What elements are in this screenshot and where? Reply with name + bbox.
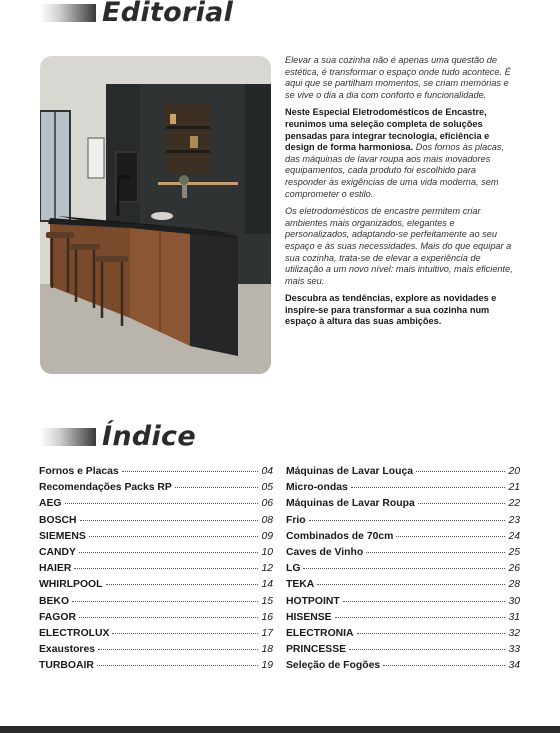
index-entry-leader xyxy=(112,633,258,634)
index-entry-page: 34 xyxy=(508,660,520,672)
index-entry-page: 20 xyxy=(508,466,520,477)
index-entry-leader xyxy=(303,568,505,569)
index-entry-leader xyxy=(351,487,506,488)
index-entry[interactable] xyxy=(39,596,273,612)
index-entry-name: ELECTRONIA xyxy=(286,627,354,639)
index-entry-leader xyxy=(349,649,505,650)
index-entry-leader xyxy=(89,536,259,537)
index-entry-leader xyxy=(357,633,506,634)
index-entry-name: LG xyxy=(286,563,301,575)
index-entry-page: 14 xyxy=(261,579,273,591)
index-entry-name: Recomendações Packs RP xyxy=(39,482,172,494)
index-entry[interactable] xyxy=(39,628,273,644)
index-entry-name: TEKA xyxy=(286,579,315,591)
index-entry-page: 15 xyxy=(261,595,273,607)
index-entry[interactable] xyxy=(39,482,273,498)
footer-bar xyxy=(0,726,560,733)
index-entry[interactable] xyxy=(286,515,520,531)
index-entry[interactable] xyxy=(286,482,520,498)
index-entry[interactable] xyxy=(286,644,520,660)
index-column-left xyxy=(39,466,273,676)
index-entry-page: 06 xyxy=(261,498,273,510)
index-entry-leader xyxy=(366,552,505,553)
index-entry-name: HISENSE xyxy=(286,611,332,623)
index-entry-name: ELECTROLUX xyxy=(39,627,110,639)
heading-gradient-bar xyxy=(40,4,96,22)
index-entry-leader xyxy=(317,584,505,585)
index-entry-page: 08 xyxy=(261,514,273,526)
index-entry-page: 21 xyxy=(508,482,520,494)
index-entry-page: 04 xyxy=(261,466,273,477)
index-entry-leader xyxy=(98,649,258,650)
index-title: Índice xyxy=(102,421,196,452)
index-entry-leader xyxy=(79,552,258,553)
editorial-heading xyxy=(40,0,233,28)
index-entry-page: 19 xyxy=(261,660,273,672)
index-entry[interactable] xyxy=(286,531,520,547)
index-entry-leader xyxy=(309,520,506,521)
index-entry-page: 12 xyxy=(261,563,273,575)
index-entry[interactable] xyxy=(39,498,273,514)
index-entry-name: TURBOAIR xyxy=(39,660,94,672)
index-entry-name: SIEMENS xyxy=(39,530,86,542)
index-entry-page: 17 xyxy=(261,627,273,639)
index-entry-page: 26 xyxy=(508,563,520,575)
index-entry-leader xyxy=(122,471,259,472)
index-entry-leader xyxy=(65,503,259,504)
index-entry[interactable] xyxy=(286,547,520,563)
index-entry-name: Seleção de Fogões xyxy=(286,660,381,672)
index-entry-name: AEG xyxy=(39,498,62,510)
index-entry-page: 25 xyxy=(508,546,520,558)
editorial-article xyxy=(285,55,517,334)
index-entry-page: 31 xyxy=(508,611,520,623)
index-entry-page: 10 xyxy=(261,546,273,558)
index-entry-name: Máquinas de Lavar Louça xyxy=(286,466,414,477)
index-entry-leader xyxy=(175,487,259,488)
index-entry-leader xyxy=(335,617,506,618)
index-entry-page: 22 xyxy=(508,498,520,510)
index-entry-leader xyxy=(80,520,259,521)
index-entry-name: PRINCESSE xyxy=(286,644,347,656)
index-entry-leader xyxy=(396,536,505,537)
index-entry-leader xyxy=(106,584,259,585)
index-entry-leader xyxy=(74,568,258,569)
index-entry-leader xyxy=(418,503,506,504)
index-entry-name: Micro-ondas xyxy=(286,482,348,494)
index-entry-page: 16 xyxy=(261,611,273,623)
index-entry[interactable] xyxy=(39,531,273,547)
index-entry[interactable] xyxy=(286,466,520,482)
index-entry-page: 23 xyxy=(508,514,520,526)
index-entry[interactable] xyxy=(286,498,520,514)
index-entry[interactable] xyxy=(286,596,520,612)
index-entry[interactable] xyxy=(39,644,273,660)
editorial-title: Editorial xyxy=(102,0,234,28)
index-entry-page: 32 xyxy=(508,627,520,639)
index-entry[interactable] xyxy=(286,628,520,644)
index-entry-leader xyxy=(343,601,506,602)
index-entry-name: BEKO xyxy=(39,595,70,607)
index-entry-name: CANDY xyxy=(39,546,76,558)
index-entry-name: BOSCH xyxy=(39,514,77,526)
index-entry-leader xyxy=(97,665,259,666)
index-entry[interactable] xyxy=(39,515,273,531)
index-heading xyxy=(40,421,196,452)
editorial-highlight: Neste Especial Eletrodomésticos de Encastre, reunimos uma seleção completa de soluções pensadas para integrar tecnologia, eficiência e design de forma harmoniosa. xyxy=(285,107,490,153)
index-entry[interactable] xyxy=(286,563,520,579)
index-entry-page: 09 xyxy=(261,530,273,542)
index-entry[interactable] xyxy=(286,660,520,676)
index-entry[interactable] xyxy=(39,612,273,628)
index-entry-leader xyxy=(416,471,505,472)
index-entry[interactable] xyxy=(286,612,520,628)
index-entry-leader xyxy=(79,617,258,618)
index-entry-name: HOTPOINT xyxy=(286,595,340,607)
index-entry-name: Máquinas de Lavar Roupa xyxy=(286,498,415,510)
index-entry-page: 24 xyxy=(508,530,520,542)
index-entry[interactable] xyxy=(39,563,273,579)
index-entry-leader xyxy=(383,665,505,666)
editorial-paragraph-3: Os eletrodomésticos de encastre permitem criar ambientes mais organizados, elegantes e personalizados, adaptando-se perfeitamente ao seu espaço e às suas necessidades. Mais do que equipar a sua cozinha, trata-se de elevar a experiência de utilização a um novo nível: mais intuitivo, mais eficiente, mais seu. xyxy=(285,206,513,286)
index-entry-page: 33 xyxy=(508,644,520,656)
index-entry-name: Fornos e Placas xyxy=(39,466,119,477)
editorial-paragraph-1: Elevar a sua cozinha não é apenas uma questão de estética, é transformar o espaço onde tudo acontece. É aqui que se partilham momentos, se criam memórias e se vive o dia a dia com conforto e funcionalidade. xyxy=(285,55,511,100)
index-entry-page: 05 xyxy=(261,482,273,494)
index-entry-name: Caves de Vinho xyxy=(286,546,364,558)
index-entry-name: FAGOR xyxy=(39,611,76,623)
index-entry-name: HAIER xyxy=(39,563,72,575)
kitchen-photo xyxy=(40,56,271,374)
index-entry-page: 28 xyxy=(508,579,520,591)
heading-gradient-bar xyxy=(40,428,96,446)
index-entry[interactable] xyxy=(39,660,273,676)
editorial-paragraph-2 xyxy=(285,107,517,200)
editorial-paragraph-2-text: Dos fornos às placas, das máquinas de lavar roupa aos mais inovadores equipamentos, cada produto foi escolhido para responder às exigências de uma vida moderna, sem comprometer o estilo. xyxy=(285,142,505,199)
index-entry[interactable] xyxy=(39,466,273,482)
index-entry-leader xyxy=(72,601,258,602)
index-entry[interactable] xyxy=(286,579,520,595)
index-entry[interactable] xyxy=(39,579,273,595)
editorial-paragraph-4: Descubra as tendências, explore as novidades e inspire-se para transformar a sua cozinha num espaço à altura das suas ambições. xyxy=(285,293,497,327)
index-entry[interactable] xyxy=(39,547,273,563)
index-column-right xyxy=(286,466,520,676)
index-entry-page: 18 xyxy=(261,644,273,656)
index-entry-name: Exaustores xyxy=(39,644,96,656)
index-entry-name: Combinados de 70cm xyxy=(286,530,394,542)
index-entry-page: 30 xyxy=(508,595,520,607)
index-entry-name: Frio xyxy=(286,514,306,526)
index-entry-name: WHIRLPOOL xyxy=(39,579,103,591)
